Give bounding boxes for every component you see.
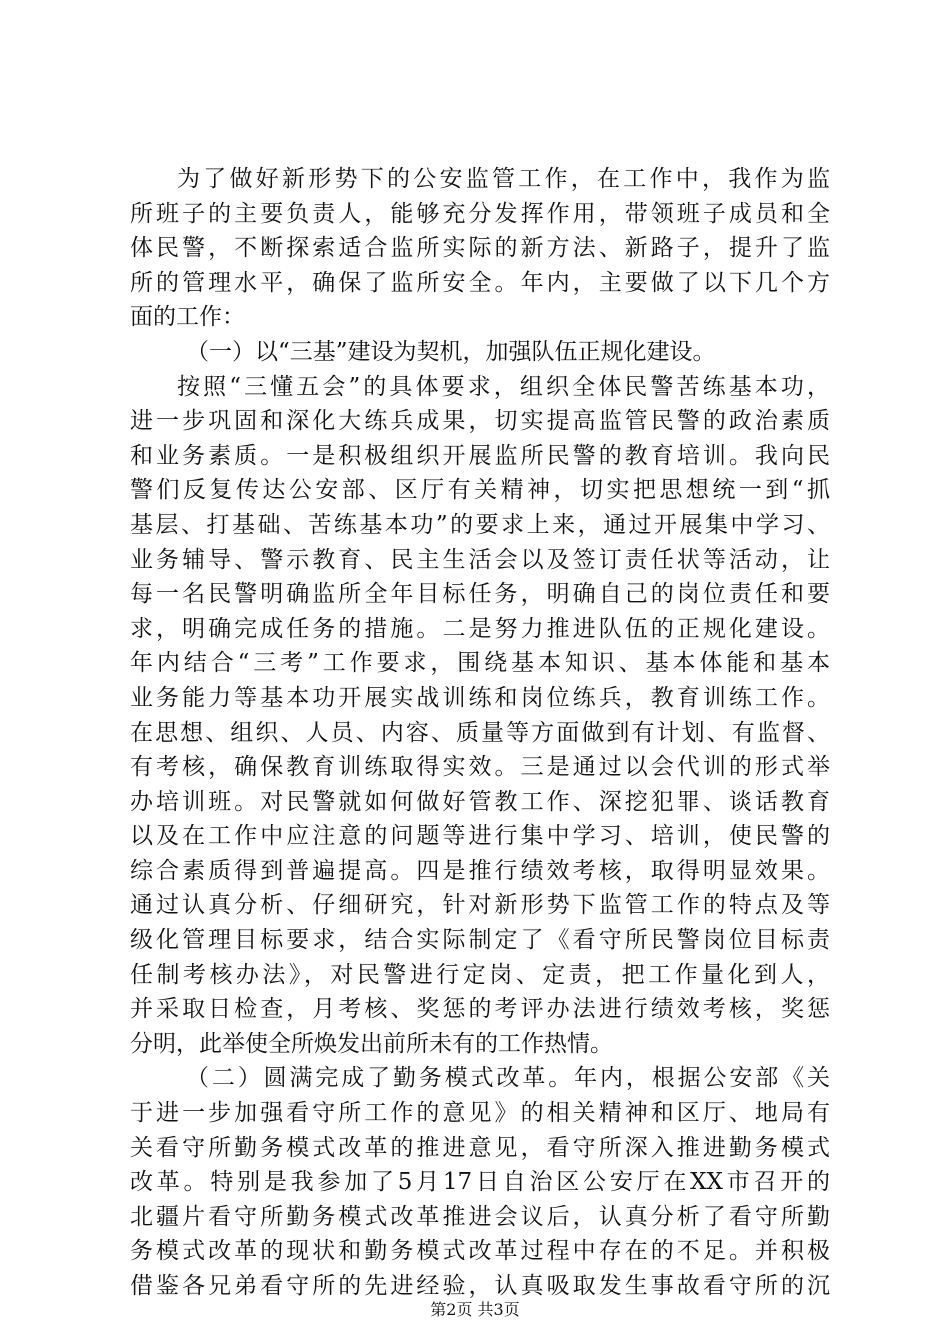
section-heading: （二）圆满完成了勤务模式改革。年内，根据公安部《关 (186, 1065, 830, 1092)
text-line: 务模式改革的现状和勤务模式改革过程中存在的不足。并积极 (130, 1238, 830, 1265)
text-line: 有考核，确保教育训练取得实效。三是通过以会代训的形式举 (130, 754, 830, 781)
text-line: 分明，此举使全所焕发出前所未有的工作热情。 (130, 1030, 613, 1057)
document-body (130, 162, 830, 1304)
paragraph-section-1 (130, 370, 830, 1062)
text-line: 以及在工作中应注意的问题等进行集中学习、培训，使民警的 (130, 823, 830, 850)
text-line: 面的工作： (130, 304, 245, 331)
paragraph-section-2 (130, 1061, 830, 1303)
text-line: 和业务素质。一是积极组织开展监所民警的教育培训。我向民 (130, 442, 830, 469)
text-line: 改革。特别是我参加了5月17日自治区公安厅在XX市召开的 (130, 1169, 830, 1196)
text-line: 办培训班。对民警就如何做好管教工作、深挖犯罪、谈话教育 (130, 788, 830, 815)
text-line: 级化管理目标要求，结合实际制定了《看守所民警岗位目标责 (130, 927, 830, 954)
text-line: 关看守所勤务模式改革的推进意见，看守所深入推进勤务模式 (130, 1134, 830, 1161)
text-line: 基层、打基础、苦练基本功”的要求上来，通过开展集中学习、 (130, 511, 830, 538)
text-line: 北疆片看守所勤务模式改革推进会议后，认真分析了看守所勤 (130, 1203, 830, 1230)
text-line: 求，明确完成任务的措施。二是努力推进队伍的正规化建设。 (130, 615, 830, 642)
text-line: 在思想、组织、人员、内容、质量等方面做到有计划、有监督、 (130, 719, 830, 746)
text-line: 所班子的主要负责人，能够充分发挥作用，带领班子成员和全 (130, 200, 830, 227)
text-line: 通过认真分析、仔细研究，针对新形势下监管工作的特点及等 (130, 892, 830, 919)
section-heading: （一）以“三基”建设为契机，加强队伍正规化建设。 (186, 338, 716, 365)
text-line: 业务辅导、警示教育、民主生活会以及签订责任状等活动，让 (130, 546, 830, 573)
text-line: 年内结合“三考”工作要求，围绕基本知识、基本体能和基本 (130, 650, 830, 677)
page-footer: 第2页 共3页 (430, 1300, 520, 1319)
text-line: 业务能力等基本功开展实战训练和岗位练兵，教育训练工作。 (130, 684, 830, 711)
section-heading-1 (130, 335, 830, 370)
text-line: 按照“三懂五会”的具体要求，组织全体民警苦练基本功， (177, 373, 830, 400)
text-line: 体民警，不断探索适合监所实际的新方法、新路子，提升了监 (130, 235, 830, 262)
text-line: 任制考核办法》，对民警进行定岗、定责，把工作量化到人， (130, 961, 830, 988)
text-line: 所的管理水平，确保了监所安全。年内，主要做了以下几个方 (130, 269, 830, 296)
text-line: 进一步巩固和深化大练兵成果，切实提高监管民警的政治素质 (130, 408, 830, 435)
text-line: 借鉴各兄弟看守所的先进经验，认真吸取发生事故看守所的沉 (130, 1273, 830, 1299)
text-line: 警们反复传达公安部、区厅有关精神，切实把思想统一到“抓 (130, 477, 830, 504)
text-line: 并采取日检查，月考核、奖惩的考评办法进行绩效考核，奖惩 (130, 996, 830, 1023)
paragraph-intro (130, 162, 830, 335)
text-line: 综合素质得到普遍提高。四是推行绩效考核，取得明显效果。 (130, 857, 830, 884)
text-line: 为了做好新形势下的公安监管工作，在工作中，我作为监 (177, 166, 830, 192)
text-line: 于进一步加强看守所工作的意见》的相关精神和区厅、地局有 (130, 1100, 830, 1127)
text-line: 每一名民警明确监所全年目标任务，明确自己的岗位责任和要 (130, 581, 830, 608)
